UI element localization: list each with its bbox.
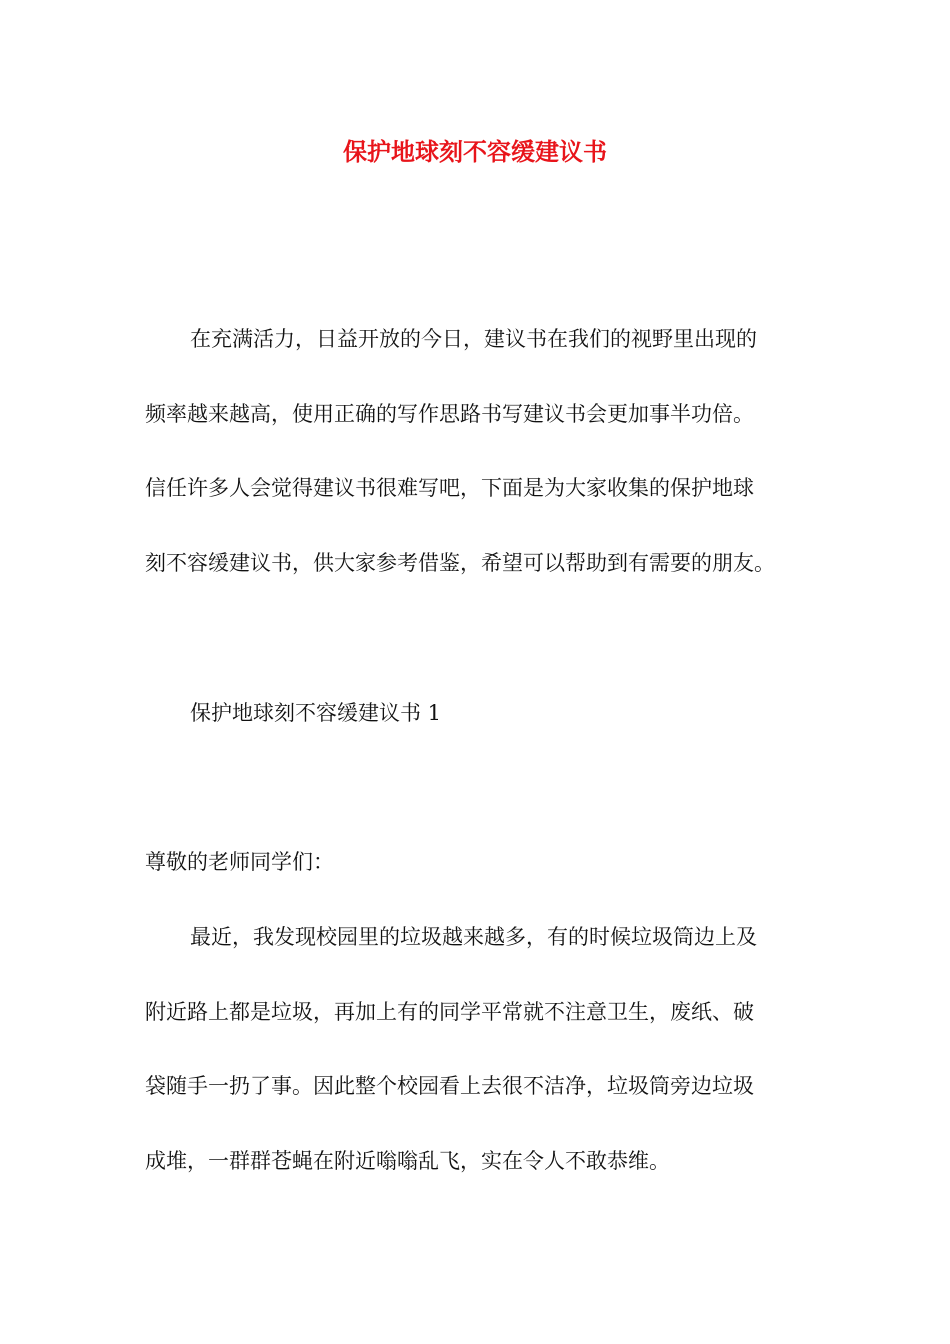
body-paragraph bbox=[145, 900, 825, 1198]
salutation-block bbox=[145, 825, 825, 900]
document-title: 保护地球刻不容缓建议书 bbox=[343, 137, 607, 166]
body-line: 成堆，一群群苍蝇在附近嗡嗡乱飞，实在令人不敢恭维。 bbox=[145, 1148, 670, 1173]
section-heading: 保护地球刻不容缓建议书 1 bbox=[190, 701, 442, 725]
intro-paragraph bbox=[145, 302, 825, 600]
salutation: 尊敬的老师同学们： bbox=[145, 850, 334, 874]
body-line: 附近路上都是垃圾，再加上有的同学平常就不注意卫生，废纸、破 bbox=[145, 999, 754, 1024]
intro-line: 在充满活力，日益开放的今日，建议书在我们的视野里出现的 bbox=[190, 327, 757, 351]
section-heading-block bbox=[145, 676, 825, 751]
intro-line: 信任许多人会觉得建议书很难写吧，下面是为大家收集的保护地球 bbox=[145, 476, 754, 500]
intro-line: 频率越来越高，使用正确的写作思路书写建议书会更加事半功倍。 bbox=[145, 401, 754, 426]
body-line: 最近，我发现校园里的垃圾越来越多，有的时候垃圾筒边上及 bbox=[190, 925, 757, 949]
body-line: 袋随手一扔了事。因此整个校园看上去很不洁净，垃圾筒旁边垃圾 bbox=[145, 1074, 754, 1098]
intro-line: 刻不容缓建议书，供大家参考借鉴，希望可以帮助到有需要的朋友。 bbox=[145, 550, 775, 575]
